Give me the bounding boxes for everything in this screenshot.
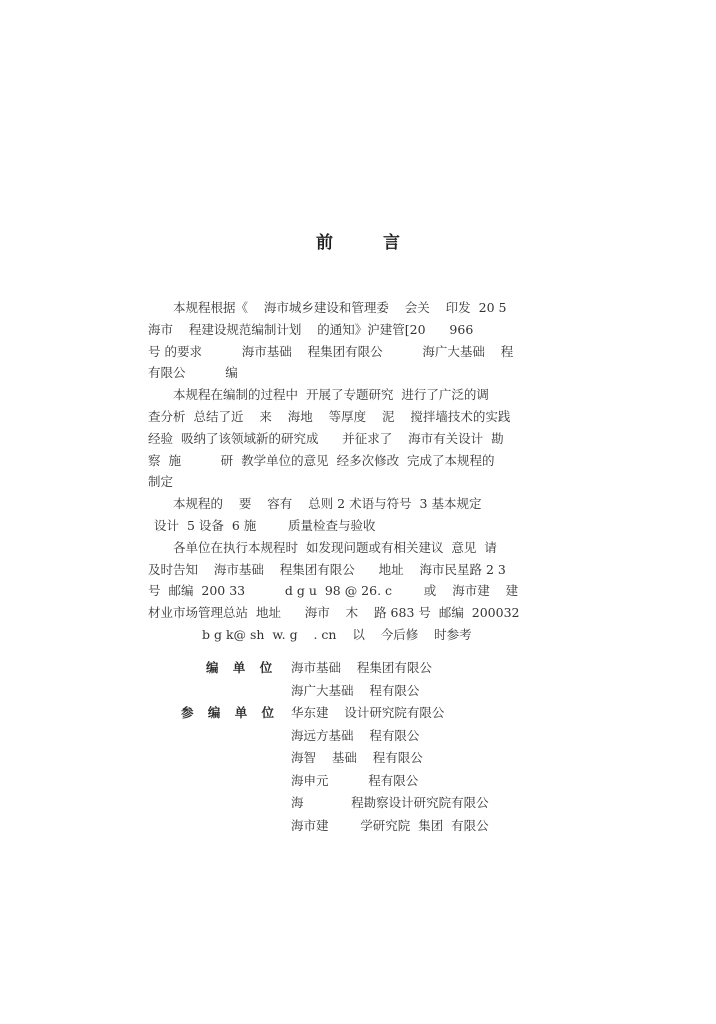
organization-role-label: 参 编 单 位: [181, 705, 280, 720]
organization-row: [148, 747, 578, 770]
organization-name: 海智 基础 程有限公: [291, 750, 423, 765]
text-line: 各单位在执行本规程时 如发现问题或有相关建议 意见 请: [173, 539, 497, 555]
text-line: 本规程的 要 容有 总则 2 术语与符号 3 基本规定: [173, 496, 482, 512]
organization-row: [148, 680, 578, 703]
text-line: 号 邮编 200 33 d g u 98 @ 26. c 或 海市建 建: [148, 583, 519, 599]
organization-name: 华东建 设计研究院有限公: [291, 705, 445, 720]
preface-body: [148, 297, 578, 646]
organization-name: 海远方基础 程有限公: [291, 727, 420, 743]
organization-row: [148, 792, 578, 815]
organization-name: 海申元 程有限公: [291, 772, 419, 788]
organization-name: 海 程勘察设计研究院有限公: [291, 795, 489, 810]
text-line: 材业市场管理总站 地址 海市 木 路 683 号 邮编 200032: [148, 605, 520, 621]
text-line: 经验 吸纳了该领域新的研究成 并征求了 海市有关设计 勘: [148, 430, 504, 446]
text-line: 制定: [148, 474, 174, 490]
organization-role-label: 编 单 位: [206, 660, 278, 675]
organization-name: 海广大基础 程有限公: [291, 682, 420, 698]
organization-name: 海市基础 程集团有限公: [291, 660, 432, 675]
text-line: 有限公 编: [148, 365, 238, 381]
page-title: 前 言: [316, 233, 422, 253]
organization-name: 海市建 学研究院 集团 有限公: [291, 817, 489, 833]
organization-row: [148, 770, 578, 793]
organization-row: [148, 815, 578, 838]
text-line: 海市 程建设规范编制计划 的通知》沪建管[20 966: [148, 321, 474, 337]
text-line: 本规程根据《 海市城乡建设和管理委 会关 印发 20 5: [173, 300, 507, 315]
organization-row: [148, 725, 578, 748]
text-line: 本规程在编制的过程中 开展了专题研究 进行了广泛的调: [173, 387, 489, 403]
organization-row: [148, 702, 578, 725]
organization-list: [148, 657, 578, 837]
text-line: 察 施 研 教学单位的意见 经多次修改 完成了本规程的: [148, 452, 495, 468]
text-line: 查分析 总结了近 来 海地 等厚度 泥 搅拌墙技术的实践: [148, 408, 511, 424]
text-line: 号 的要求 海市基础 程集团有限公 海广大基础 程: [148, 343, 514, 359]
text-line: 设计 5 设备 6 施 质量检查与验收: [154, 517, 376, 533]
text-line: b g k@ sh w. g . cn 以 今后修 时参考: [202, 626, 472, 642]
organization-row: [148, 657, 578, 680]
text-line: 及时告知 海市基础 程集团有限公 地址 海市民星路 2 3: [148, 561, 506, 577]
